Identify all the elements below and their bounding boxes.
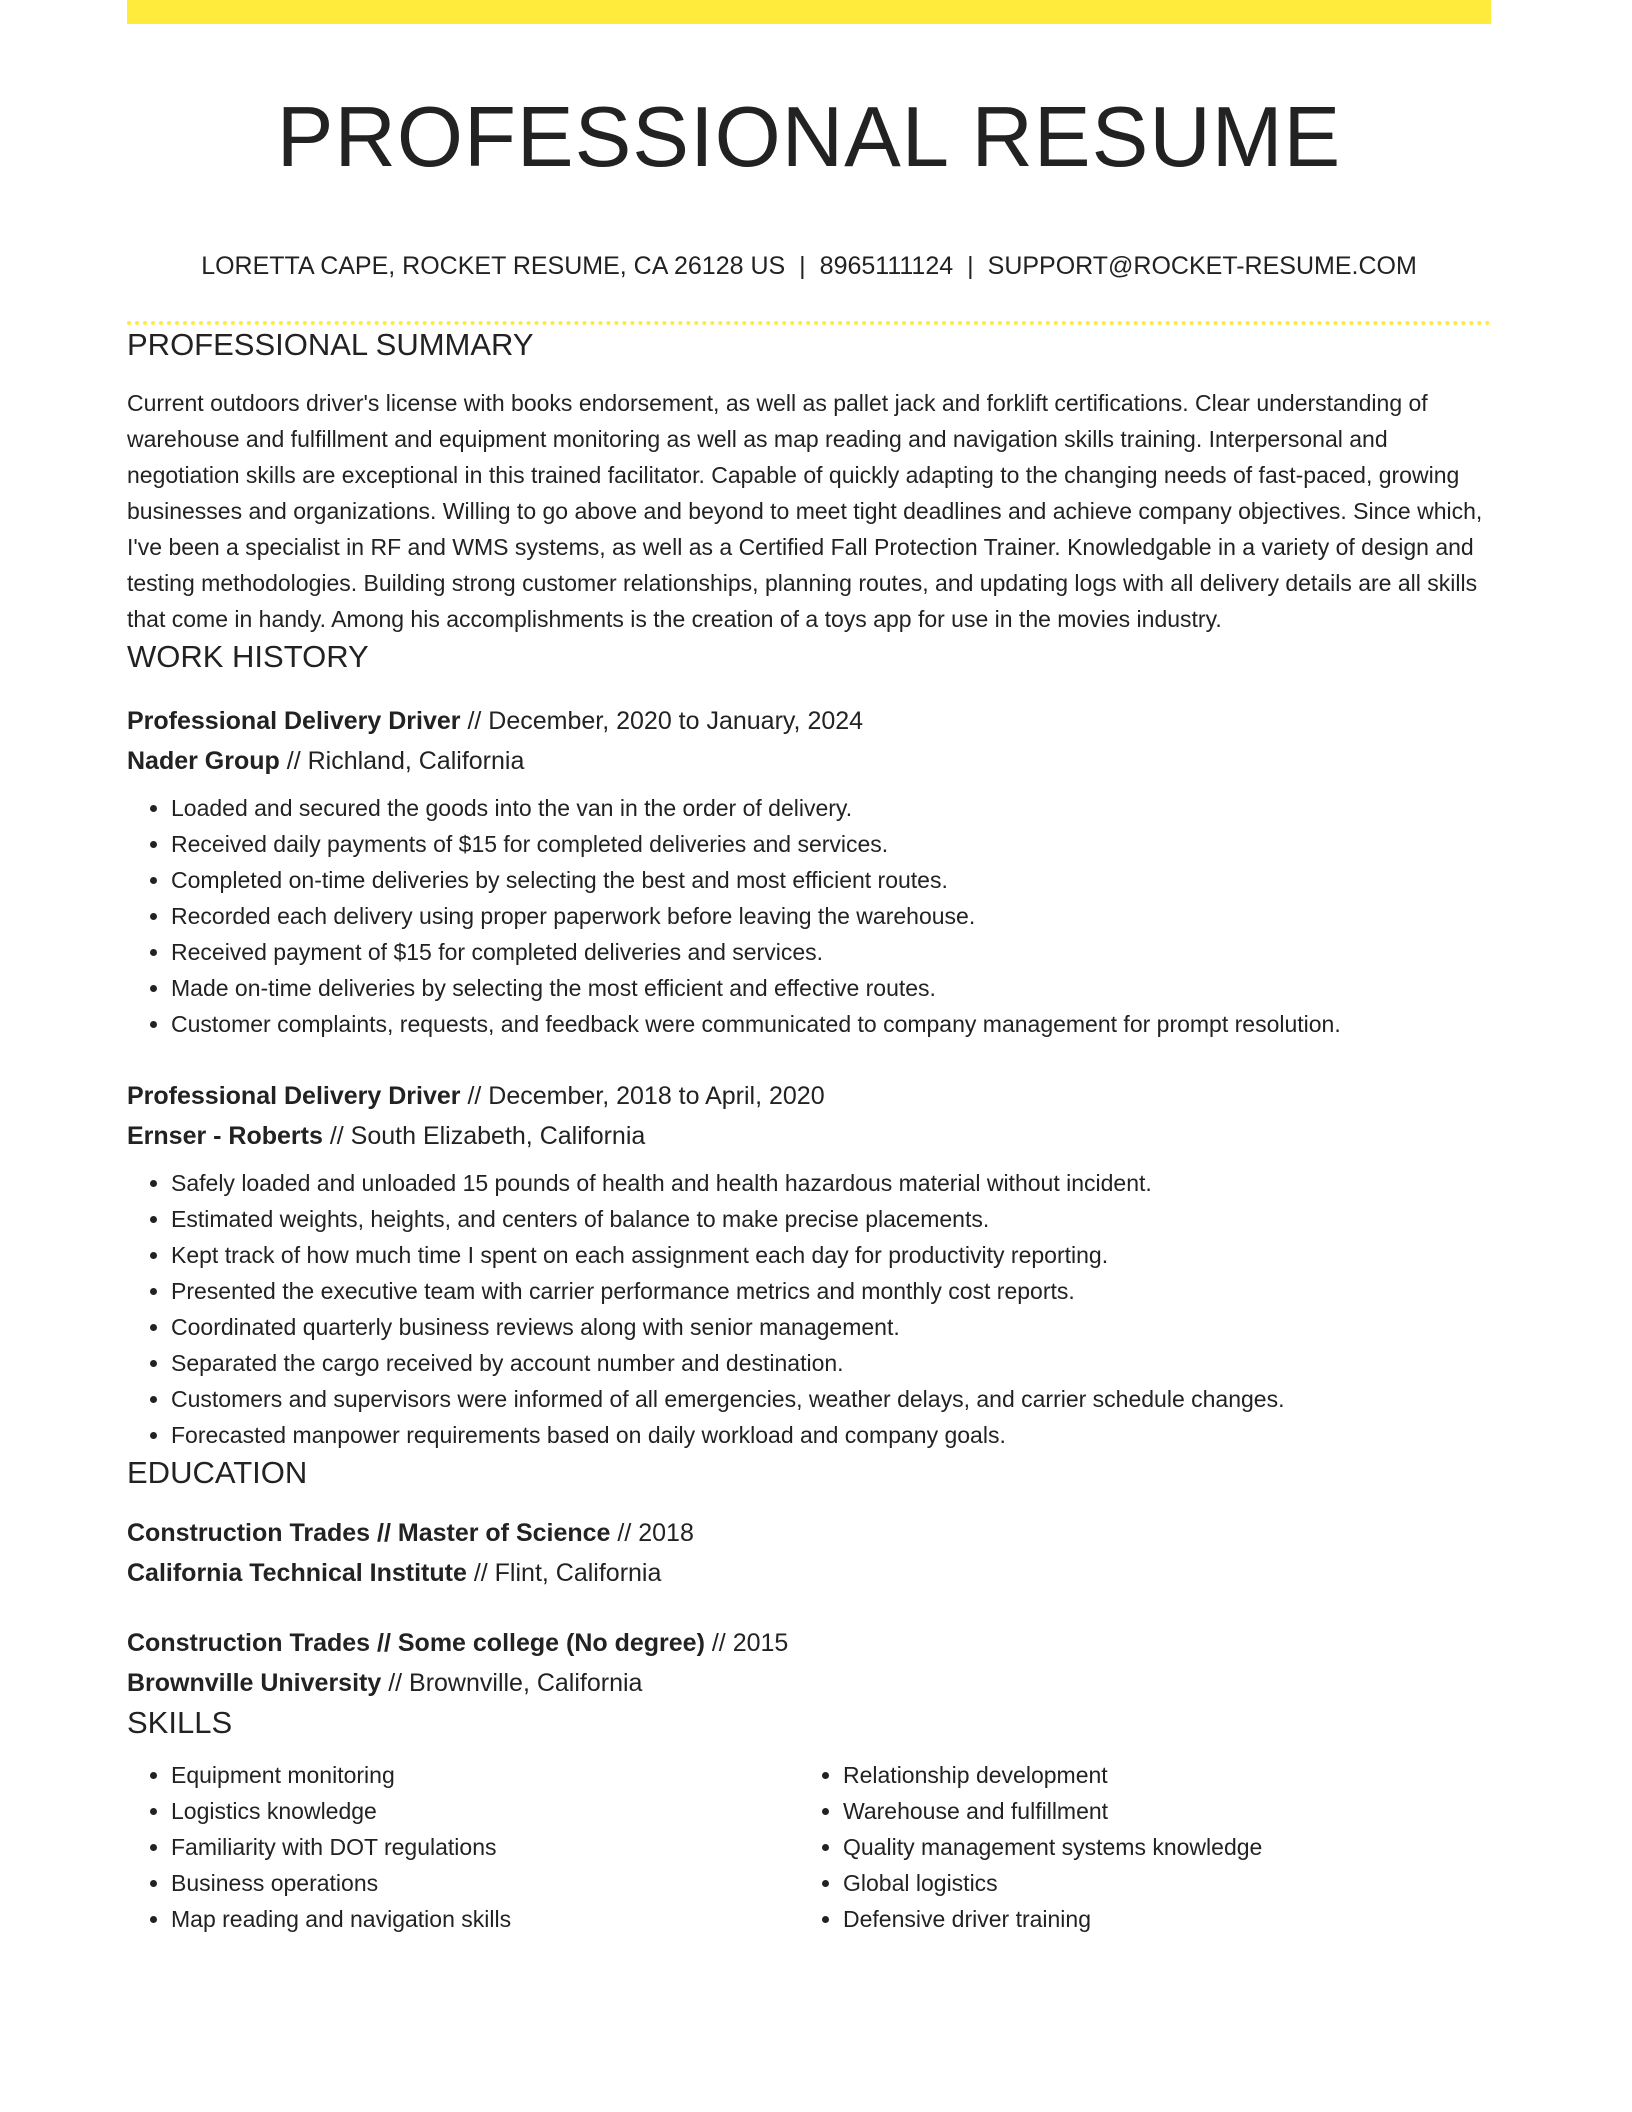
- list-item: • Customers and supervisors were informed of all emergencies, weather delays, and carrier schedule changes.: [171, 1381, 1491, 1417]
- list-item: • Loaded and secured the goods into the van in the order of delivery.: [171, 790, 1491, 826]
- skill-item: • Global logistics: [843, 1865, 1471, 1901]
- skill-item: • Defensive driver training: [843, 1901, 1471, 1937]
- education-degree: Construction Trades // Some college (No degree): [127, 1629, 705, 1657]
- job-company: Nader Group: [127, 747, 280, 775]
- job-position: Professional Delivery Driver: [127, 1082, 461, 1110]
- job-bullets: [127, 1165, 1491, 1453]
- resume-title: PROFESSIONAL RESUME: [276, 90, 1342, 185]
- list-item: • Safely loaded and unloaded 15 pounds of health and health hazardous material without incident.: [171, 1165, 1491, 1201]
- list-item: • Received payment of $15 for completed deliveries and services.: [171, 934, 1491, 970]
- contact-phone: 8965111124: [819, 252, 954, 280]
- education-degree-line: [127, 1623, 1491, 1663]
- work-history-heading: WORK HISTORY: [127, 639, 369, 674]
- skills-list: [127, 1757, 799, 1937]
- skills-column-left: [127, 1757, 799, 1937]
- job-position: Professional Delivery Driver: [127, 707, 461, 735]
- skill-item: • Quality management systems knowledge: [843, 1829, 1471, 1865]
- list-item: • Received daily payments of $15 for completed deliveries and services.: [171, 826, 1491, 862]
- education-degree: Construction Trades // Master of Science: [127, 1519, 611, 1547]
- education-location: // Flint, California: [466, 1559, 662, 1587]
- contact-email: SUPPORT@ROCKET-RESUME.COM: [987, 252, 1417, 280]
- job-entry: [127, 701, 1491, 1042]
- job-title-line: [127, 1076, 1491, 1116]
- job-entry: [127, 1076, 1491, 1453]
- skill-item: • Logistics knowledge: [171, 1793, 799, 1829]
- list-item: • Presented the executive team with carrier performance metrics and monthly cost reports.: [171, 1273, 1491, 1309]
- education-heading: EDUCATION: [127, 1455, 308, 1490]
- skills-column-right: [799, 1757, 1471, 1937]
- job-location: // Richland, California: [279, 747, 525, 775]
- top-accent-bar: [127, 0, 1491, 24]
- job-title-line: [127, 701, 1491, 741]
- education-school-line: [127, 1663, 1491, 1703]
- contact-address: LORETTA CAPE, ROCKET RESUME, CA 26128 US: [201, 252, 786, 280]
- skills-columns: [127, 1757, 1491, 1937]
- list-item: • Forecasted manpower requirements based on daily workload and company goals.: [171, 1417, 1491, 1453]
- skill-item: • Business operations: [171, 1865, 799, 1901]
- education-year: // 2015: [704, 1629, 789, 1657]
- list-item: • Recorded each delivery using proper paperwork before leaving the warehouse.: [171, 898, 1491, 934]
- resume-page: [127, 0, 1491, 1937]
- education-entry: [127, 1623, 1491, 1703]
- list-item: • Estimated weights, heights, and centers of balance to make precise placements.: [171, 1201, 1491, 1237]
- education-year: // 2018: [610, 1519, 694, 1547]
- contact-separator: |: [799, 252, 806, 280]
- list-item: • Made on-time deliveries by selecting the most efficient and effective routes.: [171, 970, 1491, 1006]
- list-item: • Completed on-time deliveries by selecting the best and most efficient routes.: [171, 862, 1491, 898]
- education-school: Brownville University: [127, 1669, 382, 1697]
- education-entry: [127, 1513, 1491, 1593]
- skill-item: • Equipment monitoring: [171, 1757, 799, 1793]
- job-company-line: [127, 1116, 1491, 1156]
- summary-heading: PROFESSIONAL SUMMARY: [127, 327, 534, 362]
- skills-heading: SKILLS: [127, 1705, 233, 1740]
- skill-item: • Relationship development: [843, 1757, 1471, 1793]
- education-school: California Technical Institute: [127, 1559, 467, 1587]
- skills-list: [799, 1757, 1471, 1937]
- job-company-line: [127, 741, 1491, 781]
- job-company: Ernser - Roberts: [127, 1122, 323, 1150]
- list-item: • Kept track of how much time I spent on each assignment each day for productivity reporting.: [171, 1237, 1491, 1273]
- education-degree-line: [127, 1513, 1491, 1553]
- list-item: • Coordinated quarterly business reviews along with senior management.: [171, 1309, 1491, 1345]
- job-dates: // December, 2018 to April, 2020: [460, 1082, 825, 1110]
- job-dates: // December, 2020 to January, 2024: [460, 707, 864, 735]
- summary-text: Current outdoors driver's license with books endorsement, as well as pallet jack and forklift certifications. Clear understanding of warehouse and fulfillment and equipment monitoring as well as map reading and navigation skills training. Interpersonal and negotiation skills are exceptional in this trained facilitator. Capable of quickly adapting to the changing needs of fast-paced, growing businesses and organizations. Willing to go above and beyond to meet tight deadlines and achieve company objectives. Since which, I've been a specialist in RF and WMS systems, as well as a Certified Fall Protection Trainer. Knowledgable in a variety of design and testing methodologies. Building strong customer relationships, planning routes, and updating logs with all delivery details are all skills that come in handy. Among his accomplishments is the creation of a toys app for use in the movies industry.: [127, 390, 1483, 632]
- education-location: // Brownville, California: [381, 1669, 643, 1697]
- contact-separator: |: [967, 252, 974, 280]
- skill-item: • Familiarity with DOT regulations: [171, 1829, 799, 1865]
- skill-item: • Warehouse and fulfillment: [843, 1793, 1471, 1829]
- contact-line: [127, 249, 1491, 283]
- list-item: • Customer complaints, requests, and feedback were communicated to company management for prompt resolution.: [171, 1006, 1491, 1042]
- education-school-line: [127, 1553, 1491, 1593]
- skill-item: • Map reading and navigation skills: [171, 1901, 799, 1937]
- job-location: // South Elizabeth, California: [322, 1122, 646, 1150]
- job-bullets: [127, 790, 1491, 1042]
- list-item: • Separated the cargo received by account number and destination.: [171, 1345, 1491, 1381]
